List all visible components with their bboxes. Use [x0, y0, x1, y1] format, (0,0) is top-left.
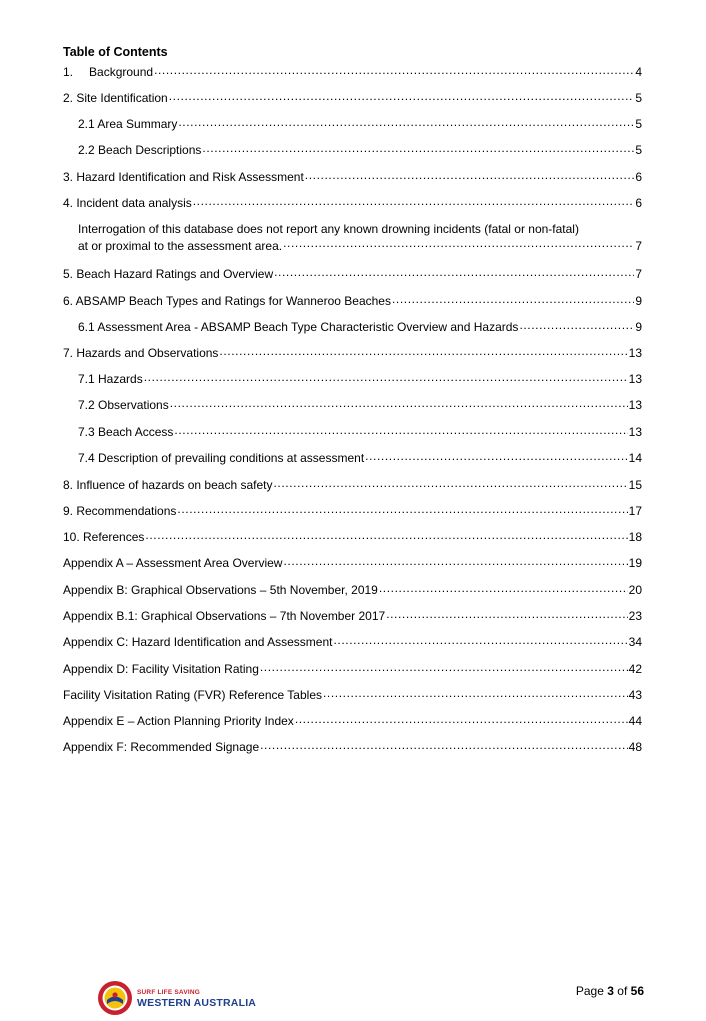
toc-entry-label: 10. References	[63, 530, 145, 544]
toc-entry-area-summary[interactable]	[78, 116, 642, 132]
toc-entry-page: 18	[628, 530, 642, 544]
toc-entry-interrogation[interactable]	[78, 221, 642, 259]
toc-entry-appendix-a[interactable]	[63, 555, 642, 571]
toc-entry-label: 5. Beach Hazard Ratings and Overview	[63, 267, 274, 281]
toc-entry-influence-of-hazards[interactable]	[63, 477, 642, 493]
toc-entry-page: 4	[635, 65, 642, 79]
toc-entry-label: Appendix A – Assessment Area Overview	[63, 556, 283, 570]
toc-entry-appendix-e[interactable]	[63, 713, 642, 729]
toc-entry-appendix-b[interactable]	[63, 582, 642, 598]
toc-entry-appendix-c[interactable]	[63, 634, 642, 650]
toc-entry-page: 7	[635, 267, 642, 281]
toc-entry-label: 2.2 Beach Descriptions	[78, 143, 202, 157]
toc-entry-label: 2. Site Identification	[63, 91, 168, 105]
toc-entry-background[interactable]	[63, 64, 642, 80]
toc-entry-label: Background	[89, 65, 154, 79]
toc-entry-observations[interactable]	[78, 397, 642, 413]
toc-entry-label: Appendix B.1: Graphical Observations – 7th November 2017	[63, 609, 386, 623]
leader-dots	[333, 634, 627, 646]
toc-entry-page: 34	[628, 635, 642, 649]
toc-entry-page: 6	[635, 196, 642, 210]
toc-entry-page: 5	[635, 117, 642, 131]
toc-entry-label: Appendix D: Facility Visitation Rating	[63, 662, 259, 676]
toc-entry-page: 13	[628, 346, 642, 360]
leader-dots	[177, 503, 627, 515]
page-number	[576, 984, 644, 998]
toc-entry-appendix-b1[interactable]	[63, 608, 642, 624]
sls-badge-icon	[97, 980, 133, 1016]
leader-dots	[283, 555, 627, 567]
leader-dots	[145, 529, 627, 541]
toc-entry-label: Appendix F: Recommended Signage	[63, 740, 260, 754]
toc-entry-page: 15	[628, 478, 642, 492]
toc-entry-label: Interrogation of this database does not report any known drowning incidents (fatal or non-fatal)	[78, 222, 579, 236]
toc-entry-page: 7	[635, 239, 642, 253]
leader-dots	[193, 195, 635, 207]
leader-dots	[274, 266, 634, 278]
toc-entry-number: 1.	[63, 65, 74, 79]
leader-dots	[283, 238, 634, 250]
toc-entry-beach-descriptions[interactable]	[78, 142, 642, 158]
toc-entry-page: 17	[628, 504, 642, 518]
leader-dots	[305, 169, 635, 181]
leader-dots	[202, 142, 634, 154]
leader-dots	[169, 90, 635, 102]
toc-entry-label: 7. Hazards and Observations	[63, 346, 219, 360]
toc-entry-incident-data[interactable]	[63, 195, 642, 211]
page-prefix: Page	[575, 984, 604, 998]
toc-entry-hazards-observations[interactable]	[63, 345, 642, 361]
toc-entry-label: 7.1 Hazards	[78, 372, 143, 386]
toc-entry-label: 8. Influence of hazards on beach safety	[63, 478, 273, 492]
leader-dots	[273, 477, 627, 489]
toc-entry-prevailing-conditions[interactable]	[78, 450, 642, 466]
toc-entry-beach-access[interactable]	[78, 424, 642, 440]
toc-entry-label: 7.3 Beach Access	[78, 425, 174, 439]
leader-dots	[323, 687, 628, 699]
toc-entry-hazards[interactable]	[78, 371, 642, 387]
toc-entry-fvr-reference-tables[interactable]	[63, 687, 642, 703]
toc-entry-label-continued: at or proximal to the assessment area.	[78, 239, 283, 253]
toc-entry-page: 42	[628, 662, 642, 676]
leader-dots	[154, 64, 634, 76]
toc-entry-label: 9. Recommendations	[63, 504, 177, 518]
toc-entry-page: 20	[628, 583, 642, 597]
toc-entry-beach-hazard-ratings[interactable]	[63, 266, 642, 282]
toc-entry-page: 19	[628, 556, 642, 570]
toc-entry-references[interactable]	[63, 529, 642, 545]
leader-dots	[386, 608, 627, 620]
toc-entry-assessment-area-overview[interactable]	[78, 319, 642, 335]
toc-entry-label: Facility Visitation Rating (FVR) Reference Tables	[63, 688, 322, 702]
leader-dots	[392, 293, 634, 305]
toc-entry-appendix-d[interactable]	[63, 661, 642, 677]
logo-big-text: WESTERN AUSTRALIA	[137, 997, 257, 1009]
toc-entry-hazard-identification[interactable]	[63, 169, 642, 185]
toc-entry-page: 6	[635, 170, 642, 184]
leader-dots	[260, 661, 628, 673]
toc-entry-page: 5	[635, 91, 642, 105]
toc-entry-label: 6. ABSAMP Beach Types and Ratings for Wanneroo Beaches	[63, 294, 391, 308]
leader-dots	[178, 116, 634, 128]
toc-entry-page: 9	[635, 294, 642, 308]
leader-dots	[379, 582, 628, 594]
toc-entry-label: 7.2 Observations	[78, 398, 169, 412]
toc-entry-page: 5	[635, 143, 642, 157]
toc-entry-page: 9	[635, 320, 642, 334]
toc-entry-label: 3. Hazard Identification and Risk Assessment	[63, 170, 304, 184]
leader-dots	[170, 397, 628, 409]
leader-dots	[219, 345, 627, 357]
leader-dots	[365, 450, 627, 462]
page-current: 3	[607, 984, 614, 998]
toc-entry-page: 44	[628, 714, 642, 728]
toc-entry-recommendations[interactable]	[63, 503, 642, 519]
toc-entry-label: Appendix E – Action Planning Priority Index	[63, 714, 294, 728]
toc-entry-appendix-f[interactable]	[63, 739, 642, 755]
logo-small-text: SURF LIFE SAVING	[137, 989, 201, 996]
leader-dots	[260, 739, 628, 751]
page-of: of	[617, 984, 628, 998]
toc-entry-page: 13	[628, 398, 642, 412]
surf-life-saving-logo	[97, 980, 256, 1016]
toc-entry-label: 6.1 Assessment Area - ABSAMP Beach Type Characteristic Overview and Hazards	[78, 320, 519, 334]
leader-dots	[174, 424, 627, 436]
toc-entry-label: 2.1 Area Summary	[78, 117, 178, 131]
toc-title: Table of Contents	[63, 45, 168, 59]
toc-entry-page: 13	[628, 425, 642, 439]
toc-entry-page: 23	[628, 609, 642, 623]
toc-entry-label: 4. Incident data analysis	[63, 196, 192, 210]
toc-entry-page: 43	[628, 688, 642, 702]
toc-entry-label: Appendix C: Hazard Identification and Assessment	[63, 635, 333, 649]
page-total: 56	[630, 984, 644, 998]
toc-entry-page: 13	[628, 372, 642, 386]
toc-entry-label: Appendix B: Graphical Observations – 5th November, 2019	[63, 583, 378, 597]
toc-entry-label: 7.4 Description of prevailing conditions at assessment	[78, 451, 365, 465]
leader-dots	[519, 319, 634, 331]
logo-wordmark	[137, 987, 256, 1009]
toc-entry-absamp-beach-types[interactable]	[63, 293, 642, 309]
toc-entry-site-identification[interactable]	[63, 90, 642, 106]
toc-entry-page: 48	[628, 740, 642, 754]
toc-entry-page: 14	[628, 451, 642, 465]
leader-dots	[144, 371, 628, 383]
leader-dots	[295, 713, 628, 725]
